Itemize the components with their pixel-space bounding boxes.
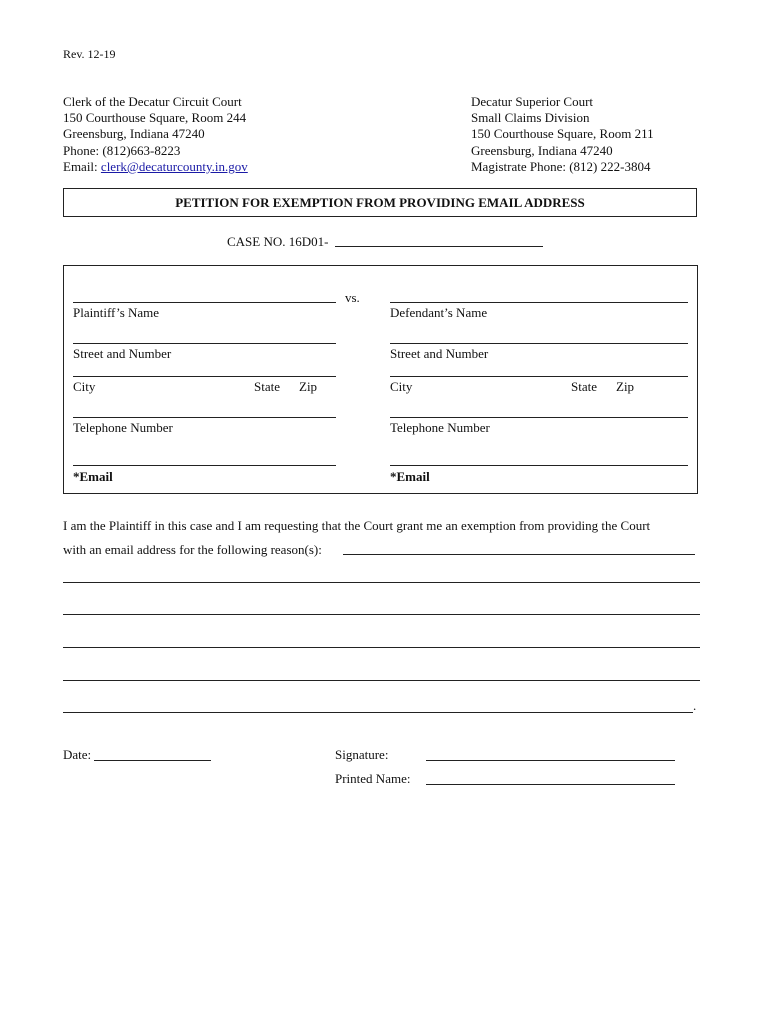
plaintiff-email-label: *Email (73, 469, 113, 484)
date-label: Date: (63, 747, 92, 762)
reason-field-4[interactable] (63, 647, 700, 648)
defendant-email-label: *Email (390, 469, 430, 484)
reason-field-1[interactable] (343, 554, 695, 555)
case-number-field[interactable] (335, 246, 543, 247)
signature-label: Signature: (335, 747, 389, 762)
clerk-email-label: Email: (63, 158, 101, 174)
defendant-phone-field[interactable] (390, 417, 688, 418)
statement-line-1: I am the Plaintiff in this case and I am requesting that the Court grant me an exemption from providing the Court (63, 518, 651, 533)
court-address-block (471, 94, 654, 175)
versus-label: vs. (345, 290, 360, 305)
court-address-line-1: 150 Courthouse Square, Room 211 (471, 126, 654, 142)
form-title-box (63, 188, 697, 217)
plaintiff-phone-field[interactable] (73, 417, 336, 418)
printed-name-label: Printed Name: (335, 771, 411, 786)
printed-name-field[interactable] (426, 784, 675, 785)
court-division: Small Claims Division (471, 110, 590, 126)
plaintiff-phone-label: Telephone Number (73, 420, 173, 435)
plaintiff-city-field[interactable] (73, 376, 336, 377)
defendant-name-field[interactable] (390, 302, 688, 303)
defendant-phone-label: Telephone Number (390, 420, 490, 435)
defendant-street-field[interactable] (390, 343, 688, 344)
reason-field-3[interactable] (63, 614, 700, 615)
plaintiff-street-label: Street and Number (73, 346, 172, 361)
court-address-line-2: Greensburg, Indiana 47240 (471, 142, 613, 158)
signature-field[interactable] (426, 760, 675, 761)
reason-end-period: . (693, 698, 697, 713)
clerk-phone: Phone: (812)663-8223 (63, 142, 181, 158)
clerk-address-line-1: 150 Courthouse Square, Room 244 (63, 110, 247, 126)
date-field[interactable] (94, 760, 211, 761)
clerk-address-line-2: Greensburg, Indiana 47240 (63, 126, 205, 142)
plaintiff-street-field[interactable] (73, 343, 336, 344)
defendant-zip-label: Zip (616, 379, 635, 394)
defendant-city-label: City (390, 379, 413, 394)
reason-field-5[interactable] (63, 680, 700, 681)
revision-label: Rev. 12-19 (63, 47, 116, 61)
plaintiff-name-field[interactable] (73, 302, 336, 303)
reason-field-6[interactable] (63, 712, 693, 713)
plaintiff-city-label: City (73, 379, 96, 394)
defendant-city-field[interactable] (390, 376, 688, 377)
plaintiff-email-field[interactable] (73, 465, 336, 466)
clerk-email-link[interactable]: clerk@decaturcounty.in.gov (100, 158, 248, 174)
statement-line-2: with an email address for the following reason(s): (63, 542, 322, 557)
case-number-label: CASE NO. 16D01- (227, 234, 329, 249)
defendant-email-field[interactable] (390, 465, 688, 466)
court-phone: Magistrate Phone: (812) 222-3804 (471, 158, 651, 174)
clerk-email-row (63, 159, 248, 175)
clerk-name: Clerk of the Decatur Circuit Court (63, 94, 242, 109)
plaintiff-name-label: Plaintiff’s Name (73, 305, 160, 320)
defendant-state-label: State (571, 379, 597, 394)
plaintiff-state-label: State (254, 379, 280, 394)
defendant-street-label: Street and Number (390, 346, 489, 361)
reason-field-2[interactable] (63, 582, 700, 583)
defendant-name-label: Defendant’s Name (390, 305, 488, 320)
court-name: Decatur Superior Court (471, 94, 594, 109)
form-title: PETITION FOR EXEMPTION FROM PROVIDING EMAIL ADDRESS (175, 194, 585, 210)
plaintiff-zip-label: Zip (299, 379, 318, 394)
clerk-address-block (63, 94, 248, 175)
parties-box (63, 265, 698, 494)
